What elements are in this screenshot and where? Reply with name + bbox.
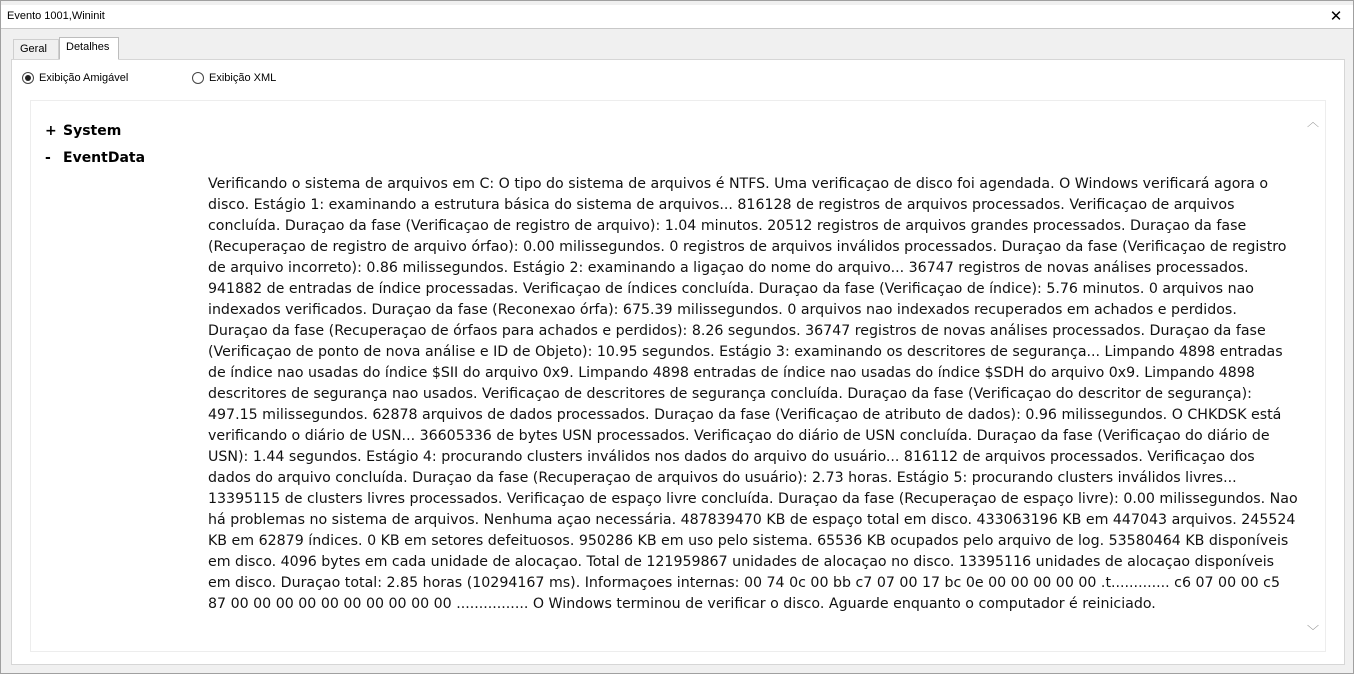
xml-view-option[interactable] <box>192 72 276 84</box>
friendly-view-label: Exibição Amigável <box>39 72 129 84</box>
close-icon[interactable]: ✕ <box>1329 7 1343 25</box>
window-title: Evento 1001,Wininit <box>7 10 105 22</box>
tree-node-eventdata[interactable] <box>45 150 145 166</box>
tree-node-label: EventData <box>63 150 146 166</box>
xml-view-radio[interactable] <box>192 72 204 84</box>
tree-node-label: System <box>63 123 122 139</box>
collapse-toggle[interactable]: - <box>45 150 51 166</box>
xml-view-label: Exibição XML <box>209 72 277 84</box>
event-content-area <box>30 100 1326 652</box>
friendly-view-radio[interactable] <box>22 72 34 84</box>
tab-geral[interactable]: Geral <box>13 39 59 59</box>
scroll-down-chevron-icon[interactable]: ﹀ <box>1306 624 1319 638</box>
expand-toggle[interactable]: + <box>45 123 57 139</box>
scroll-up-chevron-icon[interactable]: ︿ <box>1306 115 1319 129</box>
details-panel <box>11 59 1345 665</box>
tab-detalhes[interactable]: Detalhes <box>59 37 119 60</box>
friendly-view-option[interactable] <box>22 72 128 84</box>
event-data-text: Verificando o sistema de arquivos em C: O tipo do sistema de arquivos é NTFS. Uma verificaçao de disco foi agendada. O Windows verificará agora o disco. Estágio 1: examinando a estrutura básica do sistema de arquivos... 816128 de registros de arquivos processados. Verificaçao de arquivos concluída. Duraçao da fase (Verificaçao de registro de arquivo): 1.04 minutos. 20512 registros de arquivos grandes processados. Duraçao da fase (Recuperaçao de registro de arquivo órfao): 0.00 milissegundos. 0 registros de arquivos inválidos processados. Duraçao da fase (Verificaçao de registro de arquivo incorreto): 0.86 milissegundos. Estágio 2: examinando a ligaçao do nome do arquivo... 36747 registros de novas análises processados. 941882 de entradas de índice processadas. Verificaçao de índices concluída. Duraçao da fase (Verificaçao de índice): 5.76 minutos. 0 arquivos nao indexados verificados. Duraçao da fase (Reconexao órfa): 675.39 milissegundos. 0 arquivos nao indexados recuperados em achados e perdidos. Duraçao da fase (Recuperaçao de órfaos para achados e perdidos): 8.26 segundos. 36747 registros de novas análises processados. Duraçao da fase (Verificaçao de ponto de nova análise e ID de Objeto): 10.95 segundos. Estágio 3: examinando os descritores de segurança... Limpando 4898 entradas de índice nao usadas do índice $SII do arquivo 0x9. Limpando 4898 entradas de índice nao usadas do índice $SDH do arquivo 0x9. Limpando 4898 descritores de segurança nao usados. Verificaçao de descritores de segurança concluída. Duraçao da fase (Verificaçao do descritor de segurança): 497.15 milissegundos. 62878 arquivos de dados processados. Duraçao da fase (Verificaçao de atributo de dados): 0.96 milissegundos. O CHKDSK está verificando o diário de USN... 36605336 de bytes USN processados. Verificaçao do diário de USN concluída. Duraçao da fase (Verificaçao do diário de USN): 1.44 segundos. Estágio 4: procurando clusters inválidos nos dados do arquivo do usuário... 816112 de arquivos processados. Verificaçao dos dados do arquivo concluída. Duraçao da fase (Recuperaçao de arquivos do usuário): 2.73 horas. Estágio 5: procurando clusters inválidos livres... 13395115 de clusters livres processados. Verificaçao de espaço livre concluída. Duraçao da fase (Recuperaçao de espaço livre): 0.00 milissegundos. Nao há problemas no sistema de arquivos. Nenhuma açao necessária. 487839470 KB de espaço total em disco. 433063196 KB em 447043 arquivos. 245524 KB em 62879 índices. 0 KB em setores defeituosos. 950286 KB em uso pelo sistema. 65536 KB ocupados pelo arquivo de log. 53580464 KB disponíveis em disco. 4096 bytes em cada unidade de alocaçao. Total de 121959867 unidades de alocaçao no disco. 13395116 unidades de alocaçao disponíveis em disco. Duraçao total: 2.85 horas (10294167 ms). Informaçoes internas: 00 74 0c 00 bb c7 07 00 17 bc 0e 00 00 00 00 00 .t............. c6 07 00 00 c5 87 00 00 00 00 00 00 00 00 00 00 ................ O Windows terminou de verificar o disco. Aguarde enquanto o computador é reiniciado. <box>208 176 1298 612</box>
tree-node-system[interactable] <box>45 123 121 139</box>
title-bar <box>1 5 1353 29</box>
